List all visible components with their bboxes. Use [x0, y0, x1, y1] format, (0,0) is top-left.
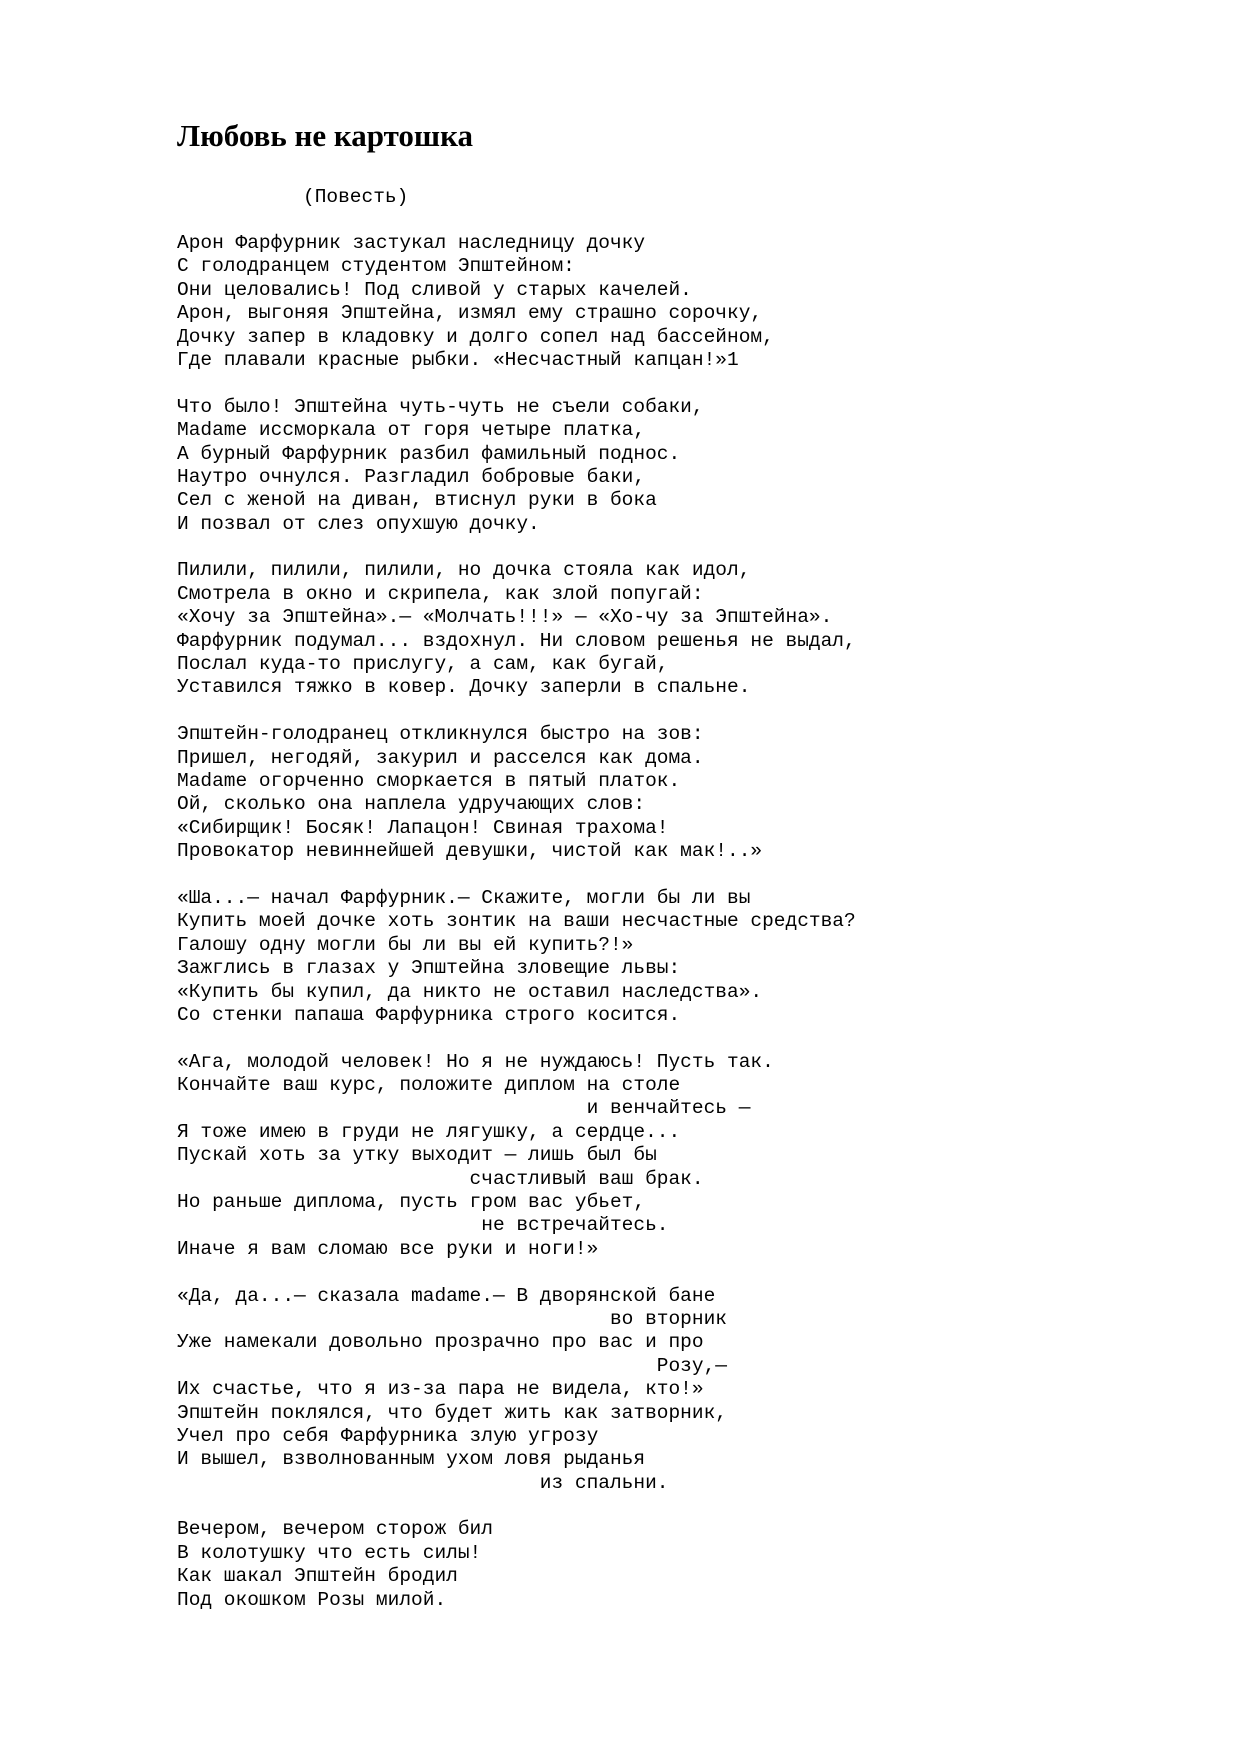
stanza [177, 887, 1177, 1027]
poem-line: Купить моей дочке хоть зонтик на ваши несчастные средства? [177, 910, 856, 933]
stanza [177, 1051, 1177, 1262]
stanza [177, 396, 1177, 536]
poem-line: Со стенки папаша Фарфурника строго косится. [177, 1003, 681, 1026]
poem-line: «Купить бы купил, да никто не оставил наследства». [177, 980, 763, 1003]
poem-line: Но раньше диплома, пусть гром вас убьет, [177, 1191, 646, 1214]
poem-line: Эпштейн-голодранец откликнулся быстро на зов: [177, 723, 704, 746]
stanza [177, 232, 1177, 372]
poem-line: Пускай хоть за утку выходит — лишь был бы [177, 1144, 657, 1167]
poem-line: Провокатор невиннейшей девушки, чистой как мак!..» [177, 840, 763, 863]
poem-line: Арон, выгоняя Эпштейна, измял ему страшно сорочку, [177, 302, 763, 325]
poem-line: С голодранцем студентом Эпштейном: [177, 255, 575, 278]
poem-line: Они целовались! Под сливой у старых качелей. [177, 278, 692, 301]
poem-line: Где плавали красные рыбки. «Несчастный капцан!»1 [177, 348, 739, 371]
poem-line: В колотушку что есть силы! [177, 1541, 482, 1564]
poem-line: Madame иссморкала от горя четыре платка, [177, 419, 646, 442]
poem-line: Я тоже имею в груди не лягушку, а сердце... [177, 1120, 681, 1143]
poem-line: И вышел, взволнованным ухом ловя рыданья [177, 1448, 646, 1471]
stanza [177, 1285, 1177, 1496]
stanza [177, 723, 1177, 863]
poem-line: Под окошком Розы милой. [177, 1588, 447, 1611]
poem-line: Уставился тяжко в ковер. Дочку заперли в спальне. [177, 676, 751, 699]
poem-line: Ой, сколько она наплела удручающих слов: [177, 793, 646, 816]
poem-line: «Ша...— начал Фарфурник.— Скажите, могли бы ли вы [177, 886, 751, 909]
poem-line: «Сибирщик! Босяк! Лапацон! Свиная трахома! [177, 816, 669, 839]
poem-line: Галошу одну могли бы ли вы ей купить?!» [177, 933, 634, 956]
poem-line: «Ага, молодой человек! Но я не нуждаюсь! Пусть так. [177, 1050, 774, 1073]
poem-line: Уже намекали довольно прозрачно про вас и про [177, 1331, 704, 1354]
poem-line: «Хочу за Эпштейна».— «Молчать!!!» — «Хо-чу за Эпштейна». [177, 606, 833, 629]
poem-line: Вечером, вечером сторож бил [177, 1518, 493, 1541]
poem-line: Их счастье, что я из-за пара не видела, кто!» [177, 1378, 704, 1401]
poem-line: Эпштейн поклялся, что будет жить как затворник, [177, 1401, 727, 1424]
poem-line: И позвал от слез опухшую дочку. [177, 512, 540, 535]
poem-line: «Да, да...— сказала madame.— В дворянской бане [177, 1284, 716, 1307]
stanza [177, 1518, 1177, 1612]
poem-line: Как шакал Эпштейн бродил [177, 1565, 458, 1588]
poem-line: Зажглись в глазах у Эпштейна зловещие львы: [177, 957, 681, 980]
poem-line: Розу,— [177, 1354, 727, 1377]
poem-line: А бурный Фарфурник разбил фамильный поднос. [177, 442, 681, 465]
subtitle: (Повесть) [303, 186, 409, 208]
poem-line: Пилили, пилили, пилили, но дочка стояла как идол, [177, 559, 751, 582]
poem-line: Пришел, негодяй, закурил и расселся как дома. [177, 746, 704, 769]
poem-line: во вторник [177, 1307, 727, 1330]
page-title: Любовь не картошка [177, 118, 473, 153]
poem-line: Дочку запер в кладовку и долго сопел над бассейном, [177, 325, 774, 348]
poem-line: Учел про себя Фарфурника злую угрозу [177, 1424, 599, 1447]
poem-line: Кончайте ваш курс, положите диплом на столе [177, 1074, 681, 1097]
poem-line: Арон Фарфурник застукал наследницу дочку [177, 232, 646, 254]
poem-body [177, 232, 1177, 1635]
poem-line: Смотрела в окно и скрипела, как злой попугай: [177, 582, 704, 605]
poem-line: Что было! Эпштейна чуть-чуть не съели собаки, [177, 395, 704, 418]
poem-line: Иначе я вам сломаю все руки и ноги!» [177, 1237, 599, 1260]
poem-line: Послал куда-то прислугу, а сам, как бугай, [177, 653, 669, 676]
poem-line: не встречайтесь. [177, 1214, 669, 1237]
poem-line: Наутро очнулся. Разгладил бобровые баки, [177, 465, 646, 488]
poem-line: Сел с женой на диван, втиснул руки в бока [177, 489, 657, 512]
poem-line: из спальни. [177, 1471, 669, 1494]
poem-line: Madame огорченно сморкается в пятый платок. [177, 769, 681, 792]
poem-line: и венчайтесь — [177, 1097, 751, 1120]
poem-line: счастливый ваш брак. [177, 1167, 704, 1190]
poem-line: Фарфурник подумал... вздохнул. Ни словом решенья не выдал, [177, 629, 856, 652]
stanza [177, 559, 1177, 699]
